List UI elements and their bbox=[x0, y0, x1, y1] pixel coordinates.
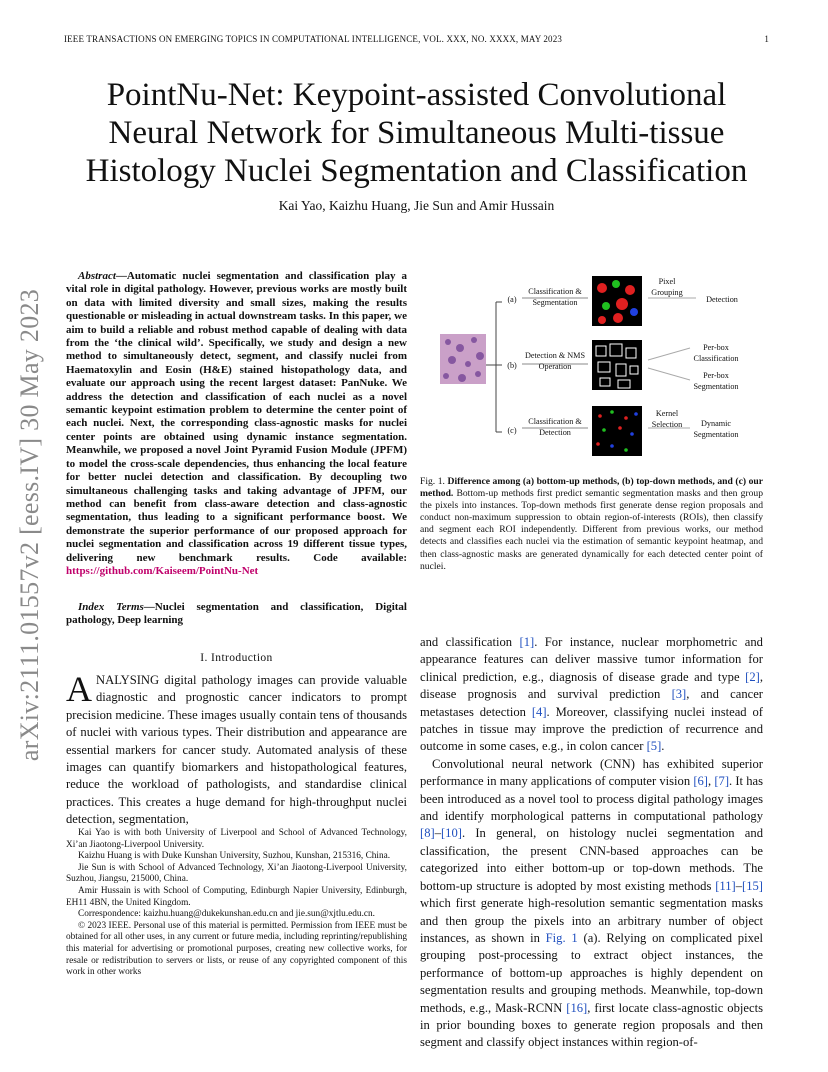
index-terms-label: Index Terms bbox=[78, 601, 144, 613]
caption-label: Fig. 1. bbox=[420, 476, 445, 487]
citation-link[interactable]: [8] bbox=[420, 826, 435, 841]
text-run: , disease prognosis and survival prediction bbox=[420, 669, 763, 702]
arxiv-id: arXiv:2111.01557v2 [eess.IV] 30 May 2023 bbox=[15, 288, 44, 762]
citation-link[interactable]: [16] bbox=[566, 1000, 588, 1015]
footnotes bbox=[66, 828, 407, 979]
citation-link[interactable]: [2] bbox=[745, 669, 760, 684]
footnote: Jie Sun is with School of Advanced Technology, Xi’an Jiaotong-Liverpool University, Suzhou, Jiangsu, 215000, China. bbox=[66, 862, 407, 885]
text-run: , and cancer metastases detection bbox=[420, 687, 763, 719]
text-run: . For instance, nuclear morphometric and appearance features can deliver massive tumor information for clinical prediction, e.g., diagnosis of disease grade and type bbox=[420, 635, 763, 684]
citation-link[interactable]: [4] bbox=[531, 704, 547, 719]
author-list: Kai Yao, Kaizhu Huang, Jie Sun and Amir Hussain bbox=[278, 198, 555, 213]
citation-link[interactable]: [7] bbox=[714, 774, 730, 789]
citation-link[interactable]: [3] bbox=[671, 687, 687, 702]
intro-text: NALYSING digital pathology images can provide valuable diagnostic and prognostic cancer indicators to prompt precision medicine. These images usually contain tens of thousands of nuclei with various types. Their distribution and appearance are essential markers for cancer study. Automated analysis of these images can quantify biomarkers and histopathological features, reduce the workload of pathologists, and standardise clinical practices. This creates a huge demand for high-throughput nuclei detection, segmentation, bbox=[66, 673, 407, 827]
footnote: Amir Hussain is with School of Computing, Edinburgh Napier University, Edinburgh, EH11 4BN, the United Kingdom. bbox=[66, 885, 407, 908]
paper-title: PointNu-Net: Keypoint-assisted Convolutional Neural Network for Simultaneous Multi-tissue Histology Nuclei Segmentation and Classification bbox=[85, 77, 748, 189]
index-terms bbox=[66, 601, 407, 628]
text-run: and classification bbox=[420, 635, 520, 649]
code-link[interactable]: https://github.com/Kaiseem/PointNu-Net bbox=[66, 564, 259, 577]
abstract-label: Abstract bbox=[78, 270, 116, 282]
row-a-step2: Pixel Grouping bbox=[651, 277, 683, 297]
figure-1 bbox=[438, 268, 778, 468]
intro-paragraph bbox=[66, 669, 407, 829]
row-b-step1: Detection & NMS Operation bbox=[524, 351, 586, 371]
caption-text: Bottom-up methods first predict semantic segmentation masks and then group the pixels into instances. Top-down methods first generate dense region proposals and conduct non-maximum suppression to obtain region-of-interests (ROIs), then classify and segment each ROI independently. Different from previous works, our method detects and classifies each nuclei via the estimation of semantic keypoint heatmap, and then class-agnostic masks are generated dynamically for each detected center point of nuclei. bbox=[420, 488, 763, 572]
footnote: Kaizhu Huang is with Duke Kunshan University, Suzhou, Kunshan, 215316, China. bbox=[78, 851, 391, 862]
figure-link[interactable]: Fig. 1 bbox=[545, 930, 578, 945]
index-terms-text: —Nuclei segmentation and classification, Digital pathology, Deep learning bbox=[66, 601, 407, 627]
text-run: . Moreover, classifying nuclei instead of patches in tissue may improve the prediction of recurrence and outcome in some cases, e.g., in colon cancer bbox=[420, 704, 763, 754]
footnote: Kai Yao is with both University of Liverpool and School of Advanced Technology, Xi’an Jiaotong-Liverpool University. bbox=[66, 828, 407, 850]
citation-link[interactable]: [10] bbox=[440, 826, 462, 841]
abstract-text: —Automatic nuclei segmentation and classification play a vital role in digital pathology. However, previous works are mostly built on data with limited diversity and small sizes, making the results questionable or misleading in actual downstream tasks. In this paper, we aim to build a reliable and robust method capable of dealing with data from the ‘the clinical wild’. Specifically, we study and design a new method to simultaneously detect, segment, and classify nuclei from Haematoxylin and Eosin (H&E) stained histopathology data, and evaluate our approach using the recent largest dataset: PanNuke. We address the detection and classification of each nuclei as a novel semantic keypoint estimation problem to determine the center point of each nuclei. Next, the corresponding class-agnostic masks for nuclei center points are obtained using dynamic instance segmentation. Meanwhile, we proposed a novel Joint Pyramid Fusion Module (JPFM) to model the cross-scale dependencies, thus enhancing the local feature for better nuclei detection and classification. By decoupling two simultaneous challenging tasks and taking advantage of JPFM, our method can benefit from class-aware detection and class-agnostic segmentation, thus leading to a significant performance boost. We demonstrate the superior performance of our proposed approach for nuclei segmentation and classification across 19 different tissue types, delivering new benchmark results. Code available: bbox=[66, 270, 407, 564]
row-b-tag: (b) bbox=[507, 361, 517, 370]
paragraph bbox=[420, 756, 763, 1052]
row-c-step1: Classification & Detection bbox=[528, 417, 582, 437]
text-run: . bbox=[661, 739, 665, 754]
citation-link[interactable]: [1] bbox=[519, 635, 535, 649]
figure-caption bbox=[420, 476, 763, 573]
text-run: , bbox=[708, 774, 715, 789]
citation-link[interactable]: [11] bbox=[715, 878, 736, 893]
row-b-output-2: Per-box Segmentation bbox=[693, 371, 739, 391]
text-run: which first generate high-resolution semantic segmentation masks and then group the pixels into an arbitrary number of object instances, as shown in bbox=[420, 896, 763, 945]
text-run: Convolutional neural network (CNN) has exhibited superior performance in many applications of computer vision bbox=[420, 756, 763, 789]
text-run: – bbox=[735, 878, 743, 893]
abstract bbox=[66, 270, 407, 578]
right-column-text bbox=[420, 634, 763, 1052]
keypoint-heatmap-thumbnail bbox=[592, 406, 642, 456]
citation-link[interactable]: [6] bbox=[693, 774, 708, 789]
row-b-output-1: Per-box Classification bbox=[693, 343, 739, 363]
footnote: © 2023 IEEE. Personal use of this material is permitted. Permission from IEEE must be obtained for all other uses, in any current or future media, including reprinting/republishing this material for advertising or promotional purposes, creating new collective works, for resale or redistribution to servers or lists, or reuse of any copyrighted component of this work in other works bbox=[66, 920, 407, 978]
row-c-step2: Kernel Selection bbox=[651, 409, 683, 429]
row-c-tag: (c) bbox=[507, 426, 517, 435]
box-proposals-thumbnail bbox=[592, 340, 642, 390]
text-run: (a). Relying on complicated pixel grouping post-processing to extract object instances, the performance of bottom-up approaches is highly dependent on segmentation results and grouping methods. Meanwhile, top-down methods, e.g., Mask-RCNN bbox=[420, 930, 763, 1015]
caption-bold: Difference among (a) bottom-up methods, (b) top-down methods, and (c) our method. bbox=[420, 476, 763, 500]
paragraph bbox=[420, 634, 763, 756]
text-run: . In general, on histology nuclei segmentation and classification, the present CNN-based approaches can be categorized into either bottom-up or top-down methods. The bottom-up structure is adopted by most existing methods bbox=[420, 826, 763, 893]
row-a-output: Detection bbox=[706, 295, 738, 304]
citation-link[interactable]: [5] bbox=[646, 739, 662, 754]
citation-link[interactable]: [15] bbox=[742, 878, 763, 893]
text-run: , first locate class-agnostic objects in prior bounding boxes to generate region proposals and then segment and classify object instances within region-of- bbox=[420, 1000, 763, 1050]
footnote: Correspondence: kaizhu.huang@dukekunshan.edu.cn and jie.sun@xjtlu.edu.cn. bbox=[78, 909, 375, 920]
page-number: 1 bbox=[764, 34, 769, 44]
semantic-mask-thumbnail bbox=[592, 276, 642, 326]
journal-name: IEEE TRANSACTIONS ON EMERGING TOPICS IN COMPUTATIONAL INTELLIGENCE, VOL. XXX, NO. XXXX, MAY 2023 bbox=[64, 34, 563, 44]
row-c-output: Dynamic Segmentation bbox=[693, 419, 739, 439]
drop-cap: A bbox=[66, 669, 92, 709]
section-heading: I. Introduction bbox=[200, 652, 273, 664]
row-a-step1: Classification & Segmentation bbox=[528, 287, 582, 307]
running-header bbox=[64, 34, 769, 44]
arxiv-stamp bbox=[0, 270, 60, 780]
row-a-tag: (a) bbox=[507, 295, 517, 304]
text-run: – bbox=[434, 826, 441, 841]
text-run: . It has been introduced as a novel tool to process digital pathology images and identify morphological patterns in computational pathology bbox=[420, 774, 763, 824]
